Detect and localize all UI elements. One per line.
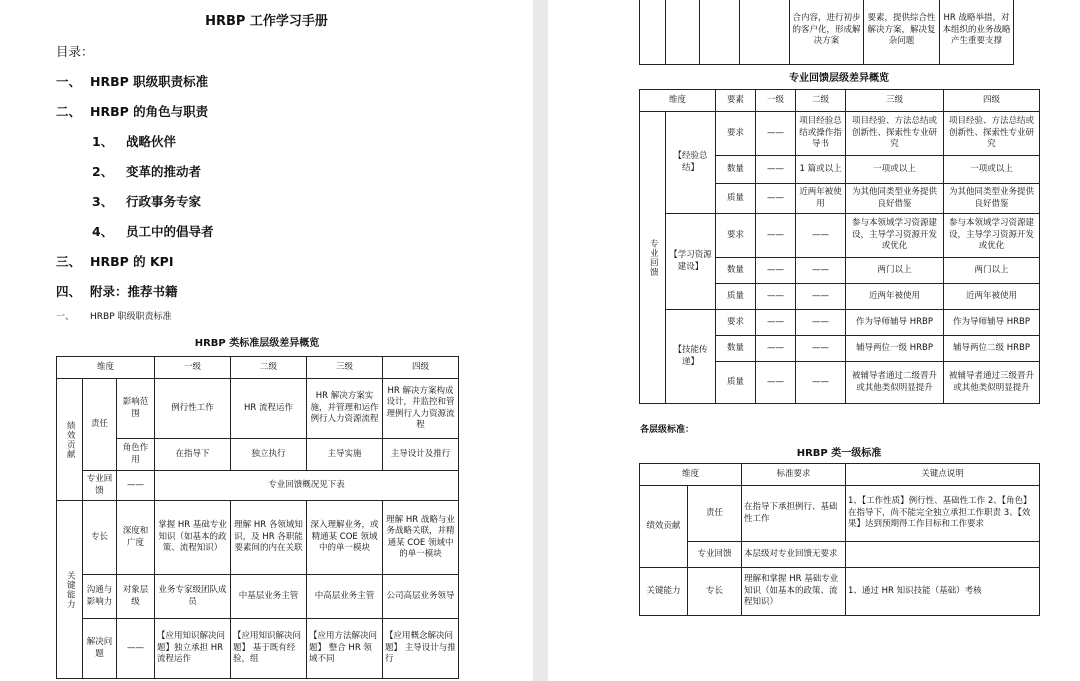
level-difference-table bbox=[56, 356, 459, 679]
table-cell: 【应用概念解决问题】 主导设计与推行 bbox=[383, 619, 459, 679]
table-cell: 项目经验、方法总结或创新性、探索性专业研究 bbox=[846, 112, 944, 156]
row-label: 【学习资源建设】 bbox=[666, 214, 716, 310]
element-label: 角色作用 bbox=[117, 439, 155, 471]
table-cell: 为其他同类型业务提供良好借鉴 bbox=[944, 184, 1040, 214]
table-cell: HR 战略举措，对本组织的业务战略产生重要支撑 bbox=[940, 0, 1014, 65]
row-label: 责任 bbox=[83, 379, 117, 471]
table-cell: —— bbox=[756, 184, 796, 214]
toc-item[interactable]: 3、 行政事务专家 bbox=[92, 194, 202, 209]
table-cell: —— bbox=[117, 471, 155, 501]
table-cell: 近两年被使用 bbox=[944, 284, 1040, 310]
element-label: 数量 bbox=[716, 258, 756, 284]
table-cell: 【应用知识解决问题】 基于既有经验，组 bbox=[231, 619, 307, 679]
table-cell: 主导实施 bbox=[307, 439, 383, 471]
table-cell: 业务专家级团队成员 bbox=[155, 575, 231, 619]
table-cell: 项目经验总结或操作指导书 bbox=[796, 112, 846, 156]
table-cell: 理解 HR 战略与业务战略关联，并精通某 COE 领域中的单一模块 bbox=[383, 501, 459, 575]
table-cell: 中基层业务主管 bbox=[231, 575, 307, 619]
table-cell: —— bbox=[117, 619, 155, 679]
table-cell bbox=[1014, 0, 1040, 65]
header-cell: 三级 bbox=[846, 90, 944, 112]
table-cell: 【应用方法解决问题】 整合 HR 领域不同 bbox=[307, 619, 383, 679]
toc-item[interactable]: 四、 附录：推荐书籍 bbox=[56, 284, 178, 299]
table-title: HRBP 类一级标准 bbox=[796, 448, 882, 459]
table-cell: 参与本领域学习资源建设，主导学习资源开发或优化 bbox=[846, 214, 944, 258]
table-cell: 深入理解业务，或精通某 COE 领域中的单一模块 bbox=[307, 501, 383, 575]
table-cell: —— bbox=[796, 214, 846, 258]
header-cell: 四级 bbox=[383, 357, 459, 379]
group-label: 绩效贡献 bbox=[57, 379, 83, 501]
table-cell: 掌握 HR 基础专业知识（如基本的政策、流程知识） bbox=[155, 501, 231, 575]
document-page-right bbox=[548, 0, 1080, 681]
row-label: 专长 bbox=[688, 568, 742, 616]
table-cell: 合内容，进行初步的客户化，形成解决方案 bbox=[790, 0, 864, 65]
header-cell: 一级 bbox=[756, 90, 796, 112]
table-cell: 项目经验、方法总结或创新性、探索性专业研究 bbox=[944, 112, 1040, 156]
table-cell: —— bbox=[756, 214, 796, 258]
toc-heading: 目录： bbox=[56, 44, 94, 59]
table-cell: —— bbox=[756, 258, 796, 284]
header-cell: 关键点说明 bbox=[846, 464, 1040, 486]
document-page-left bbox=[0, 0, 533, 681]
table-cell: 辅导两位二级 HRBP bbox=[944, 336, 1040, 362]
table-cell: 理解 HR 各领域知识，及 HR 各职能要素间的内在关联 bbox=[231, 501, 307, 575]
header-cell: 标准要求 bbox=[742, 464, 846, 486]
table-cell bbox=[740, 0, 790, 65]
table-cell: 专业回馈概况见下表 bbox=[155, 471, 459, 501]
header-cell: 二级 bbox=[796, 90, 846, 112]
header-cell: 维度 bbox=[57, 357, 155, 379]
table-cell: 作为导师辅导 HRBP bbox=[944, 310, 1040, 336]
table-cell: 1、通过 HR 知识技能（基础）考核 bbox=[846, 568, 1040, 616]
section-heading: 一、 HRBP 职级职责标准 bbox=[56, 312, 172, 322]
table-title: 专业回馈层级差异概览 bbox=[789, 73, 889, 84]
element-label: 数量 bbox=[716, 336, 756, 362]
table-cell: 一项或以上 bbox=[846, 156, 944, 184]
table-title: HRBP 类标准层级差异概览 bbox=[194, 338, 320, 349]
group-label: 专业回馈 bbox=[640, 112, 666, 404]
toc-item[interactable]: 三、 HRBP 的 KPI bbox=[56, 254, 174, 269]
group-label: 绩效贡献 bbox=[640, 486, 688, 568]
row-label: 【经验总结】 bbox=[666, 112, 716, 214]
table-cell bbox=[666, 0, 700, 65]
table-cell: 例行性工作 bbox=[155, 379, 231, 439]
row-label: 沟通与影响力 bbox=[83, 575, 117, 619]
header-cell: 维度 bbox=[640, 90, 716, 112]
table-cell: 近两年被使用 bbox=[846, 284, 944, 310]
table-cell: 理解和掌握 HR 基础专业知识（如基本的政策、流程知识） bbox=[742, 568, 846, 616]
toc-item[interactable]: 1、 战略伙伴 bbox=[92, 134, 177, 149]
table-cell: —— bbox=[796, 362, 846, 404]
group-label: 关键能力 bbox=[57, 501, 83, 679]
header-cell: 一级 bbox=[155, 357, 231, 379]
table-cell: 参与本领域学习资源建设，主导学习资源开发或优化 bbox=[944, 214, 1040, 258]
table-cell: —— bbox=[756, 310, 796, 336]
header-cell: 要素 bbox=[716, 90, 756, 112]
table-cell: 两门以上 bbox=[846, 258, 944, 284]
table-cell: —— bbox=[756, 362, 796, 404]
element-label: 质量 bbox=[716, 362, 756, 404]
row-label: 解决问题 bbox=[83, 619, 117, 679]
element-label: 深度和广度 bbox=[117, 501, 155, 575]
table-cell: 独立执行 bbox=[231, 439, 307, 471]
table-cell: 公司高层业务领导 bbox=[383, 575, 459, 619]
table-cell: —— bbox=[756, 336, 796, 362]
element-label: 质量 bbox=[716, 284, 756, 310]
table-cell: 本层级对专业回馈无要求 bbox=[742, 542, 846, 568]
table-cell: —— bbox=[796, 336, 846, 362]
element-label: 要求 bbox=[716, 310, 756, 336]
header-cell: 二级 bbox=[231, 357, 307, 379]
table-cell: HR 流程运作 bbox=[231, 379, 307, 439]
table-cell: —— bbox=[756, 156, 796, 184]
group-label: 关键能力 bbox=[640, 568, 688, 616]
table-cell: 近两年被使用 bbox=[796, 184, 846, 214]
table-cell: 被辅导者通过三级晋升或其他类似明显提升 bbox=[944, 362, 1040, 404]
element-label: 影响范围 bbox=[117, 379, 155, 439]
table-cell bbox=[700, 0, 740, 65]
table-cell: —— bbox=[796, 284, 846, 310]
levels-heading: 各层级标准： bbox=[640, 425, 695, 435]
table-cell: 中高层业务主管 bbox=[307, 575, 383, 619]
continued-table bbox=[639, 0, 1040, 65]
row-label: 专业回馈 bbox=[83, 471, 117, 501]
toc-item[interactable]: 二、 HRBP 的角色与职责 bbox=[56, 104, 209, 119]
table-cell: 【应用知识解决问题】独立承担 HR 流程运作 bbox=[155, 619, 231, 679]
table-cell bbox=[846, 542, 1040, 568]
table-cell: 在指导下承担例行、基础性工作 bbox=[742, 486, 846, 542]
header-cell: 维度 bbox=[640, 464, 742, 486]
table-cell: —— bbox=[796, 258, 846, 284]
table-cell: 要素，提供综合性解决方案，解决复杂问题 bbox=[864, 0, 940, 65]
element-label: 对象层级 bbox=[117, 575, 155, 619]
element-label: 数量 bbox=[716, 156, 756, 184]
professional-feedback-table bbox=[639, 89, 1040, 404]
header-cell: 四级 bbox=[944, 90, 1040, 112]
header-cell: 三级 bbox=[307, 357, 383, 379]
table-cell: 在指导下 bbox=[155, 439, 231, 471]
table-cell: 主导设计及推行 bbox=[383, 439, 459, 471]
row-label: 专业回馈 bbox=[688, 542, 742, 568]
table-cell: 1 篇或以上 bbox=[796, 156, 846, 184]
toc-item[interactable]: 2、 变革的推动者 bbox=[92, 164, 202, 179]
row-label: 责任 bbox=[688, 486, 742, 542]
row-label: 【技能传递】 bbox=[666, 310, 716, 404]
table-cell: 为其他同类型业务提供良好借鉴 bbox=[846, 184, 944, 214]
document-title: HRBP 工作学习手册 bbox=[205, 14, 328, 29]
table-cell bbox=[640, 0, 666, 65]
element-label: 要求 bbox=[716, 112, 756, 156]
toc-item[interactable]: 4、 员工中的倡导者 bbox=[92, 224, 214, 239]
row-label: 专长 bbox=[83, 501, 117, 575]
element-label: 要求 bbox=[716, 214, 756, 258]
level-one-standard-table bbox=[639, 463, 1040, 616]
table-cell: 1、【工作性质】例行性、基础性工作 2、【角色】在指导下，尚不能完全独立承担工作职责 3、【效果】达到预期得工作目标和工作要求 bbox=[846, 486, 1040, 542]
table-cell: 被辅导者通过二级晋升或其他类似明显提升 bbox=[846, 362, 944, 404]
table-cell: 作为导师辅导 HRBP bbox=[846, 310, 944, 336]
toc-item[interactable]: 一、 HRBP 职级职责标准 bbox=[56, 74, 209, 89]
table-cell: 两门以上 bbox=[944, 258, 1040, 284]
table-cell: HR 解决方案构成设计，并监控和管理例行人力资源流程 bbox=[383, 379, 459, 439]
table-cell: 一项或以上 bbox=[944, 156, 1040, 184]
table-cell: 辅导两位一级 HRBP bbox=[846, 336, 944, 362]
table-cell: —— bbox=[756, 112, 796, 156]
table-cell: HR 解决方案实施，并管理和运作例行人力资源流程 bbox=[307, 379, 383, 439]
table-cell: —— bbox=[796, 310, 846, 336]
table-cell: —— bbox=[756, 284, 796, 310]
element-label: 质量 bbox=[716, 184, 756, 214]
